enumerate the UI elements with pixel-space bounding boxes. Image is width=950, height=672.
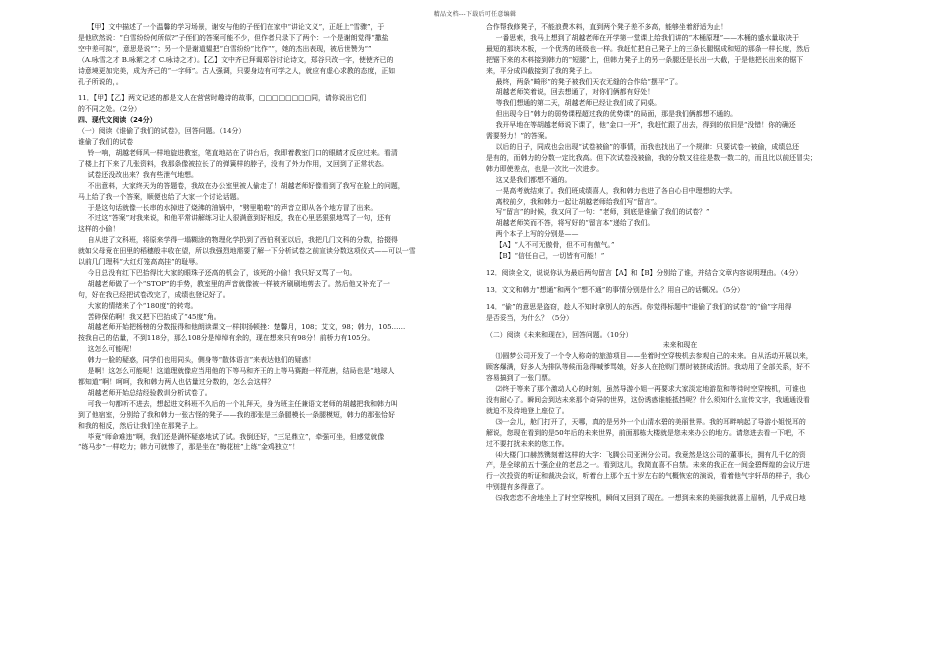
text-line: “练马步”一样吃力；韩力可就惨了，那是坐在“梅花桩”上练“金鸡独立”！ xyxy=(78,443,299,452)
text-line: 顾客爆满，好多人为排队等候而急得喊爹骂娘，好多人在抢购门票时被挤成活饼。我动用了全部关系，好不 xyxy=(486,363,810,372)
message-b: 【B】“信任自己，一切皆有可能！” xyxy=(495,252,605,261)
text-line: ⑵终于等来了那个激动人心的时刻，虽然导游小姐一再要求大家淡定地游览和等待时空穿梭机，可谁也 xyxy=(495,385,806,394)
text-line: 到了他宿室，分别给了我和韩力一张古怪的凳子——我的那张是三条腿模长一条腿模短，韩力的那张恰好 xyxy=(78,410,395,419)
text-line: ⑷大楼门口赫然镌刻着这样的大字：飞腾公司亚洲分公司。我竟然是这公司的董事长，拥有几千亿的资 xyxy=(495,450,806,459)
text-line: 和我的相反，然后让我们坐在那凳子上。 xyxy=(78,421,203,430)
text-line: 试卷还没改出来？我有些泄气地想。 xyxy=(87,170,198,179)
text-line: 胡越老师做了一个“STOP”的手势，教室里的声音就像被一样被齐刷刷地剪去了。然后他又补充了一 xyxy=(87,279,390,288)
text-line: 离校前夕，我和韩力一起让胡越老师给我们写“留言”。 xyxy=(495,197,662,206)
text-line: 是否妥当，为什么？（5分） xyxy=(486,313,574,322)
text-line: 产，是全球前五十强企业的老总之一。看到这儿，我简直喜不自禁。未来的我正在一间金碧辉煌的会议厅进 xyxy=(486,461,810,470)
text-line: 行一次投资的听证和裁决会议，听着台上那个五十岁左右的气概恢宏的演说，看着他气宇轩昂的样子，我心 xyxy=(486,472,810,481)
text-line: 容易搞到了一张门票。 xyxy=(486,374,555,383)
text-line: 于是这句话就像一长串的水掉进了烧沸的油锅中，“劈里啪啦”的声音立即从各个地方冒了出来。 xyxy=(87,203,378,212)
text-line: 需要努力！”的答案。 xyxy=(486,132,552,141)
text-line: 胡越老师开始把杨榜的分数报得和他朗读课文一样抑扬顿挫：楚馨月，108；艾文，98；韩力，105…… xyxy=(87,323,406,332)
text-line: 可我一句都听不进去，想起进文科班不久后的一个礼拜天，身为班主任兼语文老师的胡越把我和韩力叫 xyxy=(87,399,398,408)
text-line: 来，平分成四截接到了我的凳子上。 xyxy=(486,66,597,75)
text-line: 【甲】文中描述了一个温馨的学习场景，谢安与他的子侄们在家中“讲论文义”，正赶上“雪骤”，于 xyxy=(87,23,385,31)
text-line: 不过这“答案”对我来说，和他平常讲解练习让人很满意到好相反，我在心里恶狠狠地骂了一句，还有 xyxy=(87,214,391,223)
text-line: 把锯下来的木料接到韩力的“短腿”上，但韩力凳子上的另一条腿还是长出一大截，于是他把长出来的锯下 xyxy=(486,55,804,64)
text-line: 铃一响，胡越老师风一样地旋进教室，笔直地站在了讲台后，我即着教室门口的眼睛才反应过来。看清 xyxy=(87,148,398,157)
article-title: 未来和现在 xyxy=(662,341,698,350)
text-line: 这怎么可能呢！ xyxy=(87,345,136,354)
text-line: 句，好在我已经把试卷改完了，成绩也登记好了。 xyxy=(78,290,230,299)
text-line: （A.咏雪之才 B.咏絮之才 C.咏诗之才）。【乙】文中齐已拜谒郑谷讨论诗文，郑谷只改一字，使使齐已的 xyxy=(78,55,394,64)
text-line: 最终，两条“畸形”的凳子被我们天衣无缝的合作给“摆平”了。 xyxy=(495,77,683,86)
text-line: 胡越老师笑着说，回去想通了，对你们俩都有好处！ xyxy=(495,88,655,97)
text-line: 今日总没有红下巴拾得比大家的眼珠子还高的机会了，该死的小偷！我只好又骂了一句。 xyxy=(87,268,357,277)
text-line: 是啊！这怎么可能呢！这道理就像应当用他的下等马和齐王的上等马赛跑一样荒唐，结局也是“地球人 xyxy=(87,367,395,376)
text-line: 胡越老师开始总结经验教训分析试卷了。 xyxy=(87,388,212,397)
text-line: 没有耐心了。瞬间会到达未来那个奇异的世界，这份诱惑谁能抵挡呢？什么须知什么宣传文字，我通通没看 xyxy=(486,396,810,404)
article-title: 谁偷了我们的试卷 xyxy=(78,138,134,147)
text-line: 一晃高考就结束了。我们班成绩喜人，我和韩力也进了各自心目中理想的大学。 xyxy=(495,186,737,195)
text-line: 是有的，而韩力的分数一定比我高。但下次试卷没被偷，我的分数又往往是数一数二的，而且比以前还冒尖； xyxy=(486,153,817,162)
text-line: 毕竟“师命难违”啊，我们还是满怀疑惑地试了试。我倒还好，“三足鼎立”，牵强可坐，但感觉就像 xyxy=(87,432,385,441)
text-line: 胡越老师笑而不答，将写好的“留言本”递给了我们。 xyxy=(495,219,655,228)
page-header: 精品文档---下载后可任意编辑 xyxy=(433,11,517,18)
text-line: 以前几门理科“大红灯笼高高挂”的耻辱。 xyxy=(78,258,203,267)
text-line: 诗意境更加完美，成为齐己的“一字师”。古人强调，只要身边有可学之人，就应有虚心求教的态度，正如 xyxy=(78,66,396,75)
text-line: ⑶一会儿，舱门打开了，天哪，真的是另外一个山清水碧的美丽世界。我的耳畔响起了导游小姐悦耳的 xyxy=(495,417,806,426)
question-13: 13．文文和韩力“想通”和两个“想不通”的事情分别是什么？用自己的话概况。（5分） xyxy=(486,285,745,294)
text-line: 我开早地在等胡越老师说下课了，他“金口一开”，我赶忙跟了出去，得到的依旧是“没错！你的确还 xyxy=(495,121,796,130)
text-line: 按我自己的估量，不到118分，那么108分是绰绰有余的，现在想来只有98分！前桥力有105分。 xyxy=(78,334,375,343)
text-line: 但出现今日“韩力的弱势课程超过我的优势课”的局面，那是我们俩都想不通的。 xyxy=(495,110,737,119)
text-line: 这又是我们都想不通的。 xyxy=(495,175,572,184)
text-line: 大家的情绪来了个“180度”的转弯。 xyxy=(87,301,198,310)
text-line: 空中差可拟”，意思是说“”；另一个是谢道韫把“白雪纷纷”比作“”，她的杰出表现，被后世赞为“” xyxy=(78,44,372,53)
text-line: ⑴圆梦公司开发了一个令人称奇的旅游项目——坐着时空穿梭机去参观自己的未来。自从活动开展以来， xyxy=(495,352,813,361)
text-line: 两个本子上写的分别是—— xyxy=(495,230,579,239)
text-line: 的不同之处。（2分） xyxy=(78,105,141,114)
text-line: 等我们想通的第二天，胡越老师已经让我们成了同桌。 xyxy=(495,99,662,108)
text-line: 合作帮我修凳子，不能浪费木料，直到两个凳子差不多高，能够坐着舒适为止！ xyxy=(486,23,728,31)
text-line: 写“留言”的时候，我又问了一句：“老师，到底是谁偷了我们的试卷？” xyxy=(495,208,710,217)
right-column xyxy=(486,22,874,504)
left-column xyxy=(78,22,462,453)
text-line: 都知道”啊！呵呵，我和韩力两人也估量过分数的，怎么会这样？ xyxy=(78,378,275,386)
reading-instruction: （一）阅读《谁偷了我们的试卷》，回答问题。（14分） xyxy=(78,127,246,136)
text-line: ⑸我恋恋不舍地坐上了时空穿梭机，瞬间又回到了现在。一想到未来的美丽我就喜上眉梢，几乎成日地 xyxy=(495,494,806,503)
question-14: 14．“偷”的意思是盗窃，趁人不知时拿别人的东西。你觉得标题中“谁偷了我们的试卷”的“偷”字用得 xyxy=(486,302,792,311)
text-line: 解说，您现在看到的是50年后的未来世界，前面那栋大楼就是您未来办公的地方。请您进去看一下吧，不 xyxy=(486,428,805,437)
text-line: 韩力即使差点，也是一次比一次进步。 xyxy=(486,164,604,173)
text-line: 中别提有多得意了。 xyxy=(486,483,549,492)
question-12: 12．阅读全文，说说你认为最后两句留言【A】和【B】分别给了谁，并结合文章内容说明理由。（4分） xyxy=(486,268,803,277)
question-11: 11．【甲】【乙】两文记述的都是文人在营营时趣诗的故事，□□□□□□□□同，请你说出它们 xyxy=(78,94,367,103)
section-heading: 四、现代文阅读（24分） xyxy=(78,116,157,125)
text-line: 一番思索，我马上想到了胡越老师在开学第一堂课上给我们讲的“木桶原理”——木桶的盛水量取决于 xyxy=(495,33,799,42)
text-line: 就迫不及待地登上座位了。 xyxy=(486,406,569,415)
text-line: 过不要打扰未来的您工作。 xyxy=(486,439,569,448)
text-line: 了楼上打下来了几张资料，我那条像被拉长了的弹簧样的脖子，没有了外力作用，又回到了正常状态。 xyxy=(78,159,389,168)
text-line: 孔子所说的，。 xyxy=(78,77,123,86)
text-line: 韩力一脸的疑惑，同学们也用同头，侧身等“散体语言”来表达他们的疑惑！ xyxy=(87,356,316,365)
text-line: 以后的日子，同成也会出现“试卷被偷”的事情，而我也找出了一个规律：只要试卷一被偷，成绩总还 xyxy=(495,142,799,151)
text-line: 这样的小偷！ xyxy=(78,225,120,234)
text-line: 就如父母竟在田里的稻穗般丰收在望，所以我强烈地需要了解一下分析试卷之前宣读分数这项仪式——可以一雪 xyxy=(78,247,416,256)
text-line: 不出意料，大家终天为的答题卷，我故在办公室里被人偷走了！胡越老师好像看到了我写在脸上的问题， xyxy=(87,181,405,190)
text-line: 是他欣然说：“白雪纷纷何所似?”子侄们的答案可能不少，但作者只录下了两个：一个是谢朗觉得“撒盐 xyxy=(78,33,389,42)
message-a: 【A】“人不可无傲骨，但不可有傲气。” xyxy=(495,241,615,250)
text-line: 苦碎保佑啊！我又把下巴抬成了“45度”角。 xyxy=(87,312,221,321)
text-line: 马上给了我一个答案，顺便也给了大家一个讨论话题。 xyxy=(78,192,244,201)
reading-instruction: （二）阅读《未来和现在》，回答问题。（10分） xyxy=(486,330,633,339)
text-line: 最短的那块木板，一个优秀的班级也一样。我赶忙把自己凳子上的三条长腿锯成和短的那条一样长度，然后 xyxy=(486,44,810,53)
text-line: 自从进了文科班，将原来学得一塌糊涂的物理化学扔到了西伯利亚以后，我把几门文科的分数，拾掇得 xyxy=(87,236,398,245)
